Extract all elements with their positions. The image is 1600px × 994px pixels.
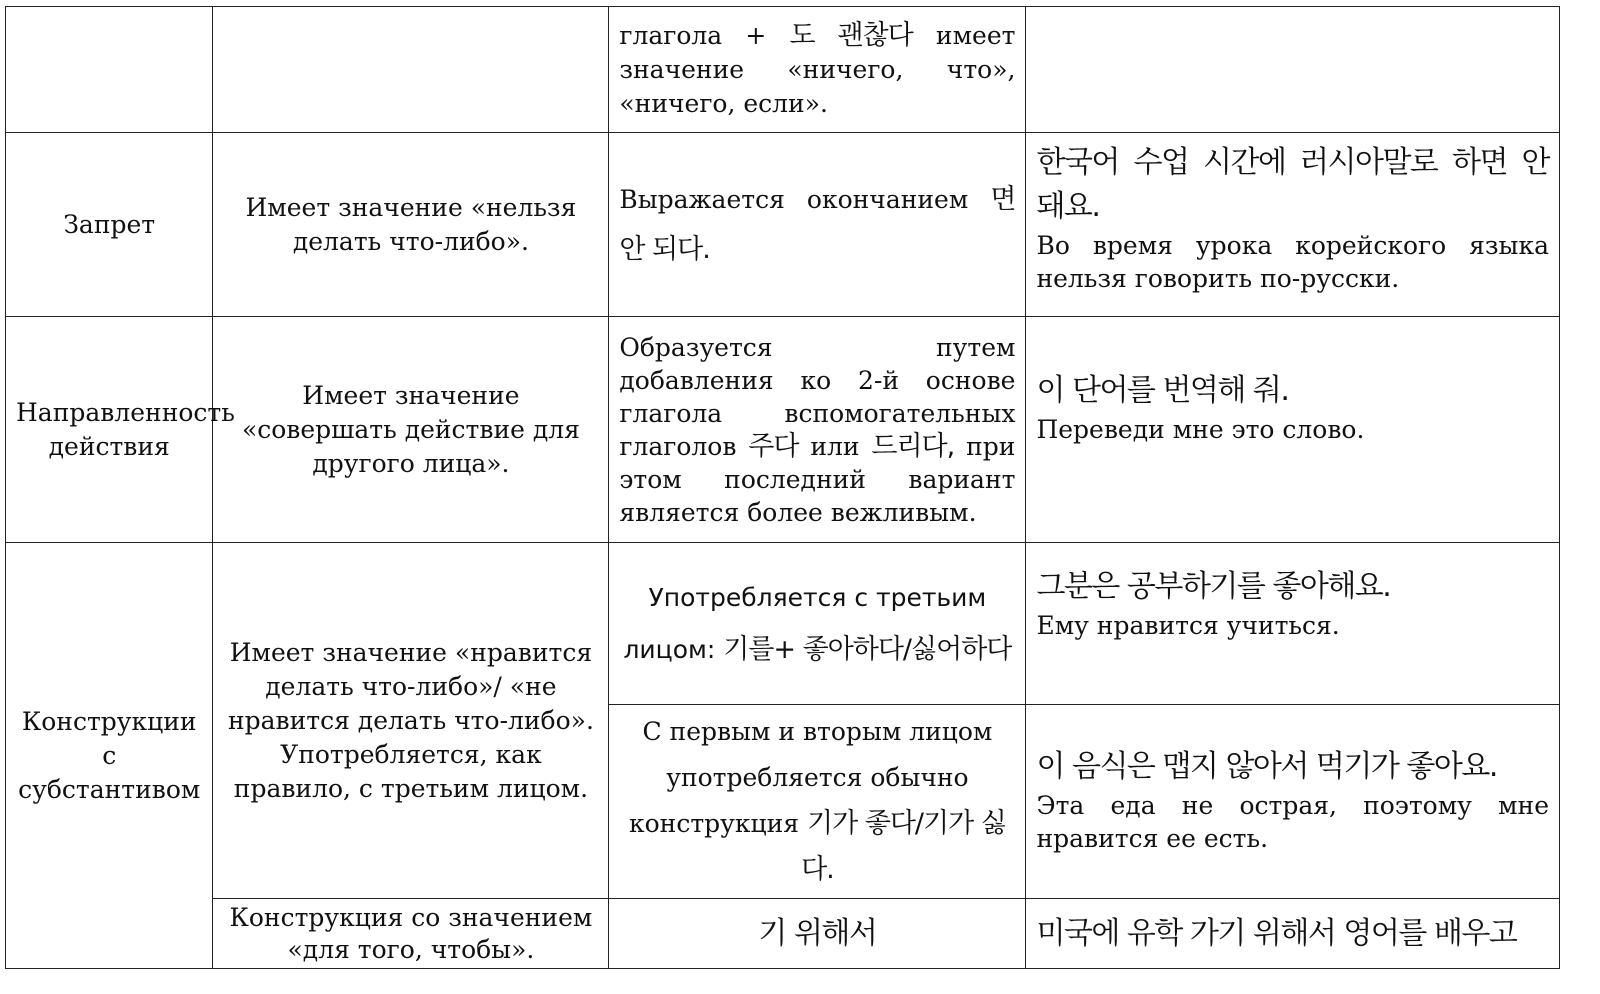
category-cell xyxy=(6,7,213,133)
example-korean: 한국어 수업 시간에 러시아말로 하면 안 돼요. xyxy=(1036,145,1549,224)
table-row xyxy=(6,133,1560,317)
formation-text: при этом последний вариант является более вежливым. xyxy=(619,431,1016,527)
meaning-text: Имеет значение «нравится делать что-либо»/ «не нравится делать что-либо». Употребляется, как правило, с третьим лицом. xyxy=(227,637,594,803)
meaning-cell xyxy=(213,543,609,899)
example-korean: 미국에 유학 가기 위해서 영어를 배우고 xyxy=(1036,915,1517,951)
formation-cell xyxy=(609,899,1026,969)
formation-korean: 면 안 되다. xyxy=(619,183,1016,265)
example-russian: Эта еда не острая, поэтому мне нравится ее есть. xyxy=(1036,791,1549,853)
formation-text: Выражается окончанием xyxy=(619,184,969,214)
formation-text: или xyxy=(810,431,860,461)
formation-cell xyxy=(609,317,1026,543)
example-korean: 그분은 공부하기를 좋아해요. xyxy=(1036,569,1391,604)
formation-text: Образуется путем добавления ко 2-й основе глагола вспомогательных глаголов xyxy=(619,332,1016,461)
example-korean: 이 단어를 번역해 줘. xyxy=(1036,373,1289,408)
table-row xyxy=(6,899,1560,969)
formation-korean: 주다 xyxy=(748,430,799,462)
table-row xyxy=(6,317,1560,543)
formation-text: имеет значение «ничего, что», «ничего, если». xyxy=(619,21,1016,118)
example-russian: Во время урока корейского языка нельзя говорить по-русски. xyxy=(1036,231,1549,293)
formation-cell xyxy=(609,7,1026,133)
category-cell xyxy=(6,133,213,317)
meaning-text: Имеет значение «совершать действие для другого лица». xyxy=(241,380,580,478)
category-name: Запрет xyxy=(63,209,156,239)
formation-text: Употребляется с третьим лицом: xyxy=(623,582,987,664)
formation-cell xyxy=(609,543,1026,705)
meaning-cell xyxy=(213,317,609,543)
meaning-cell xyxy=(213,133,609,317)
meaning-text: Имеет значение «нельзя делать что-либо». xyxy=(245,192,577,256)
category-name: Направленность действия xyxy=(16,397,235,461)
grammar-table xyxy=(5,6,1560,969)
meaning-cell xyxy=(213,7,609,133)
formation-korean: 기 위해서 xyxy=(758,915,877,951)
example-cell xyxy=(1026,543,1560,705)
category-cell xyxy=(6,317,235,543)
formation-text: С первым и вторым лицом употребляется обычно конструкция xyxy=(629,717,993,838)
formation-text: глагола + xyxy=(619,21,767,50)
formation-korean: 도 괜찮다 xyxy=(789,20,913,51)
grammar-table-page xyxy=(5,6,1560,969)
formation-korean: 기를+ 좋아하다/싫어하다 xyxy=(723,633,1012,665)
example-cell xyxy=(1026,133,1560,317)
category-cell xyxy=(6,543,213,969)
table-row xyxy=(6,543,1560,705)
formation-cell xyxy=(609,705,1026,899)
category-name: Конструкции с субстантивом xyxy=(18,706,201,804)
table-row xyxy=(6,7,1560,133)
formation-korean: 기가 좋다/기가 싫다. xyxy=(801,808,1006,885)
example-cell xyxy=(1026,317,1560,543)
formation-cell xyxy=(609,133,1026,317)
meaning-cell xyxy=(213,899,609,969)
example-korean: 이 음식은 맵지 않아서 먹기가 좋아요. xyxy=(1036,749,1497,784)
example-cell xyxy=(1026,7,1560,133)
example-russian: Переведи мне это слово. xyxy=(1036,415,1365,444)
example-cell xyxy=(1026,705,1560,899)
example-cell xyxy=(1026,899,1560,969)
meaning-text: Конструкция со значением «для того, чтобы». xyxy=(229,902,593,964)
example-russian: Ему нравится учиться. xyxy=(1036,611,1340,640)
formation-korean: 드리다, xyxy=(871,430,955,462)
